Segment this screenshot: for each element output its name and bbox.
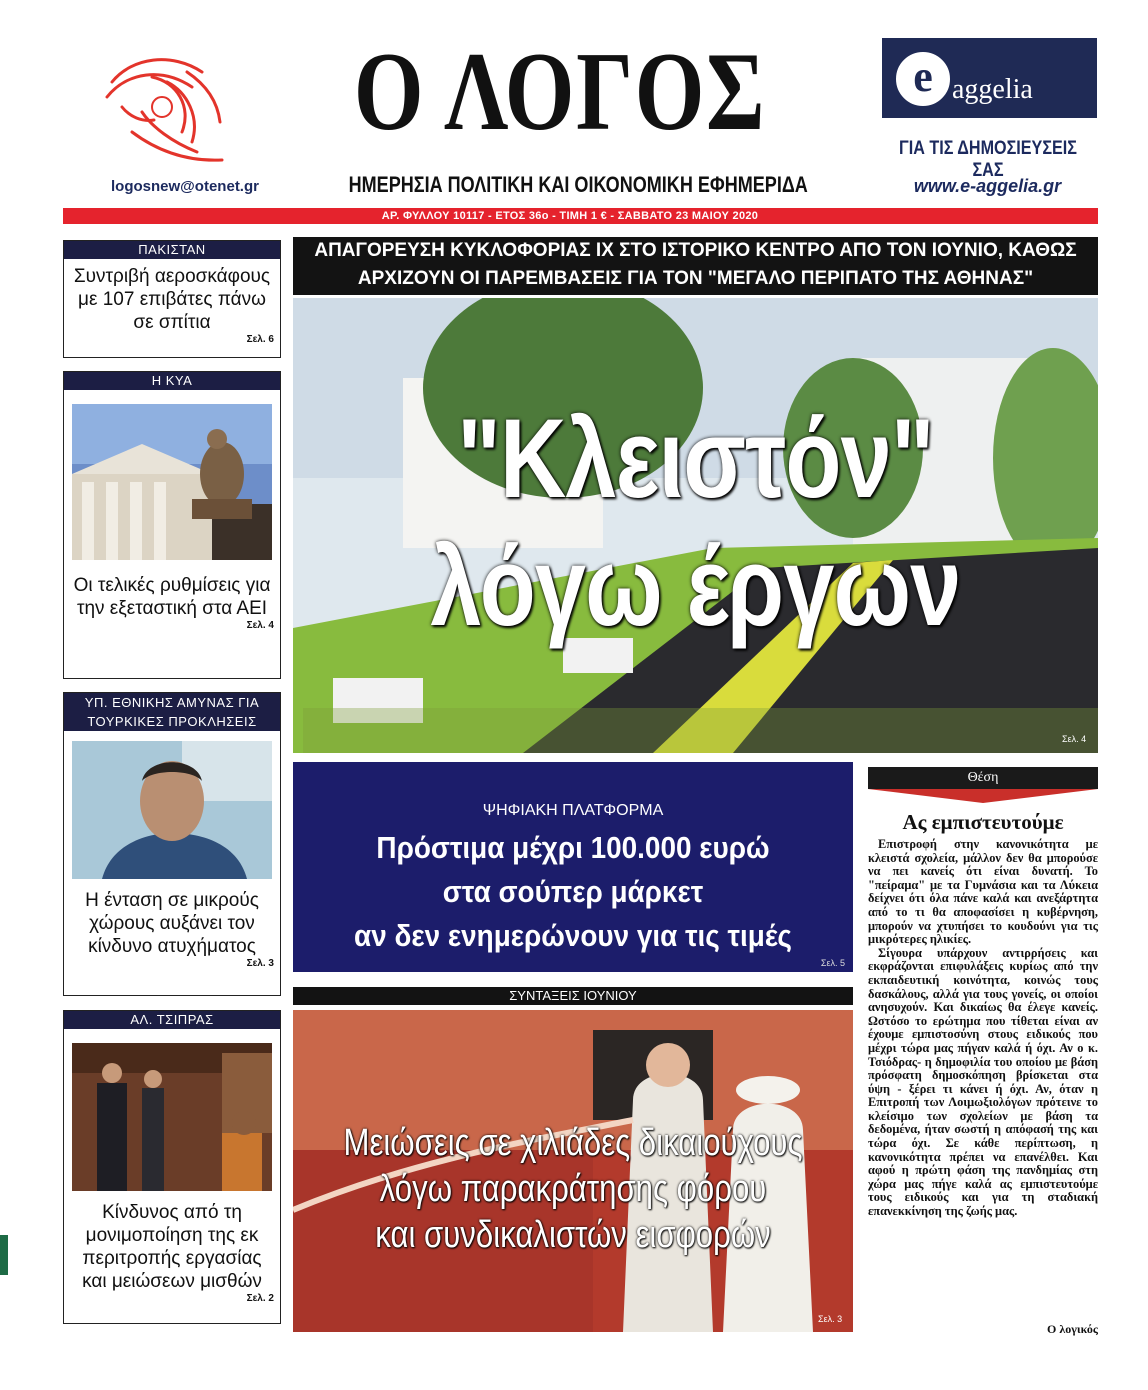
opinion-header [868,767,1098,801]
page-reference: Σελ. 4 [1062,734,1087,744]
page-reference: Σελ. 5 [820,958,845,968]
opinion-title: Ας εμπιστευτούμε [902,810,1064,834]
sidebar-section-label: ΥΠ. ΕΘΝΙΚΗΣ ΑΜΥΝΑΣ ΓΙΑ ΤΟΥΡΚΙΚΕΣ ΠΡΟΚΛΗΣΕΙΣ [64,693,280,731]
opinion-signature: Ο λογικός [1047,1322,1098,1336]
sidebar-story-defence[interactable] [63,692,281,996]
fines-headline [321,826,825,958]
page-reference: Σελ. 2 [246,1293,274,1304]
fines-kicker: ΨΗΦΙΑΚΗ ΠΛΑΤΦΟΡΜΑ [482,802,664,819]
fines-headline-line-1: Πρόστιμα μέχρι 100.000 ευρώ [376,830,770,865]
fines-story[interactable] [293,762,853,972]
lead-headline-line-2: λόγω έργων [430,524,961,649]
lead-headline [365,395,1025,651]
fines-headline-line-2: στα σούπερ μάρκετ [442,874,704,909]
opinion-paragraph: Επιστροφή στην κανονικότητα με κλειστά σχολεία, μάλλον δεν θα μπορούσε να πει κανείς ότι είναι δυνατή. Το "πείραμα" με τα Γυμνάσια και τα Λύκεια δείχνει ότι όλα πάνε καλά και ανεξάρτητα από το τι θα αποφασίσει η κυβέρνηση, μπορούν να χτυπήσει το κουδούνι για τις μικρότερες ηλικίες. [868,837,1098,947]
sidebar-story-text: Συντριβή αεροσκάφους με 107 επιβάτες πάνω σε σπίτια [73,266,271,333]
sidebar-story-kya[interactable] [63,371,281,679]
page-reference: Σελ. 3 [818,1314,843,1324]
tsipras-photo [72,1043,272,1191]
pensions-headline [343,1120,802,1258]
issue-info: ΑΡ. ΦΥΛΛΟΥ 10117 - ΕΤΟΣ 36ο - ΤΙΜΗ 1 € - ΣΑΒΒΑΤΟ 23 ΜΑΙΟΥ 2020 [381,210,759,222]
edge-marker [0,1235,8,1275]
eaggelia-wordmark: aggelia [952,74,1033,105]
university-statue-photo [72,404,272,560]
sidebar-section-label: ΑΛ. ΤΣΙΠΡΑΣ [64,1011,280,1029]
contact-email[interactable]: logosnew@otenet.gr [111,178,259,195]
ad-url[interactable]: www.e-aggelia.gr [913,176,1062,196]
sidebar-section-label: Η ΚΥΑ [64,372,280,390]
opinion-paragraph: Σίγουρα υπάρχουν αντιρρήσεις και εκφράζονται επιφυλάξεις κυρίως από την εκπαιδευτική κοινότητα, κοινώς τους δασκάλους, αλλά για τους γονείς, οι οποίοι ανησυχούν. Και δικαίως θα έλεγε κανείς. Ωστόσο το ερώτημα που τίθεται είναι αν έχουμε εμπιστοσύνη στους ειδικούς που μέχρι τώρα μας πήγαν καλά ή όχι. Αν ο κ. Τσιόδρας- η δημοφιλία του οποίου με βάση πρόσφατη δημοσκόπηση βρίσκεται στα ύψη - ξέρει τι κάνει ή όχι. Αν, όταν η Επιτροπή των Λοιμωξιολόγων πρότεινε το κλείσιμο των σχολείων με βάση τα δεδομένα, ήταν σωστή η απόφασή της και τώρα όχι. Σε κάθε περίπτωση, η κανονικότητα πρέπει να επανέλθει. Και αφού η πρώτη φάση της πανδημίας στη χώρα μας πήγε καλά ας εμπιστευτούμε τους ειδικούς και για τη σταδιακή επανεκκίνηση της ζωής μας. [868,945,1098,1219]
lead-headline-line-1: "Κλειστόν" [457,396,934,521]
page-reference: Σελ. 3 [246,958,274,969]
page-reference: Σελ. 6 [246,334,274,345]
page-reference: Σελ. 4 [246,620,274,631]
minister-portrait-photo [72,741,272,879]
sidebar-section-label: ΠΑΚΙΣΤΑΝ [64,241,280,259]
newspaper-subtitle: ΗΜΕΡΗΣΙΑ ΠΟΛΙΤΙΚΗ ΚΑΙ ΟΙΚΟΝΟΜΙΚΗ ΕΦΗΜΕΡΙΔΑ [348,172,808,197]
sidebar-story-pakistan[interactable] [63,240,281,358]
pensions-section-label: ΣΥΝΤΑΞΕΙΣ ΙΟΥΝΙΟΥ [293,987,853,1005]
pensions-headline-line-3: και συνδικαλιστών εισφορών [375,1214,771,1256]
opinion-label: Θέση [868,767,1098,789]
newspaper-title: Ο ΛΟΓΟΣ [353,30,767,154]
sidebar-story-tsipras[interactable] [63,1010,281,1324]
eaggelia-ad-logo[interactable] [882,38,1097,118]
pensions-headline-line-1: Μειώσεις σε χιλιάδες δικαιούχους [343,1122,803,1164]
red-accent-shape [868,789,1098,803]
newspaper-logo-illustration [92,52,232,170]
opinion-body [868,838,1098,1219]
pensions-headline-line-2: λόγω παρακράτησης φόρου [379,1168,767,1210]
sidebar-story-text: Οι τελικές ρυθμίσεις για την εξεταστική στα ΑΕΙ [73,575,271,619]
fines-headline-line-3: αν δεν ενημερώνουν για τις τιμές [354,918,792,953]
sidebar-story-text: Κίνδυνος από τη μονιμοποίηση της εκ περιτροπής εργασίας και μειώσεων μισθών [82,1202,262,1292]
ad-tagline: ΓΙΑ ΤΙΣ ΔΗΜΟΣΙΕΥΣΕΙΣ ΣΑΣ [899,138,1077,181]
lead-story-banner: ΑΠΑΓΟΡΕΥΣΗ ΚΥΚΛΟΦΟΡΙΑΣ ΙΧ ΣΤΟ ΙΣΤΟΡΙΚΟ ΚΕΝΤΡΟ ΑΠΟ ΤΟΝ ΙΟΥΝΙΟ, ΚΑΘΩΣ ΑΡΧΙΖΟΥΝ ΟΙ ΠΑΡΕΜΒΑΣΕΙΣ ΓΙΑ ΤΟΝ "ΜΕΓΑΛΟ ΠΕΡΙΠΑΤΟ ΤΗΣ ΑΘΗΝΑΣ" [293,237,1098,295]
sidebar-story-text: Η ένταση σε μικρούς χώρους αυξάνει τον κίνδυνο ατυχήματος [85,890,259,957]
e-letter-icon: e [896,52,950,106]
